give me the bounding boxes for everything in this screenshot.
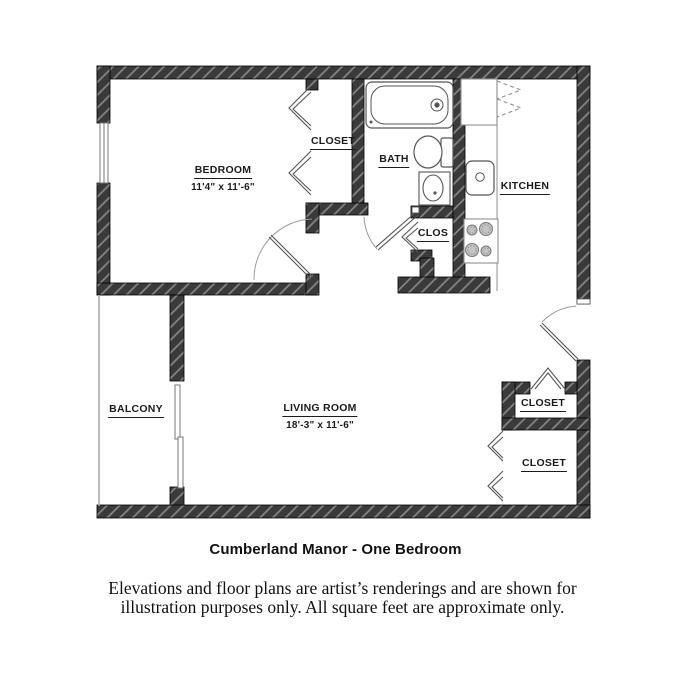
wall-closet-south-stub [306, 203, 319, 233]
balcony-label: BALCONY [108, 404, 164, 418]
plan-title: Cumberland Manor - One Bedroom [209, 541, 462, 558]
bath-door-hinge-cap [412, 207, 419, 213]
living-room-label [282, 403, 357, 431]
bath-sink-vanity [419, 172, 450, 205]
wall-bedroom-south [97, 283, 318, 295]
bedroom-closet-label: CLOSET [310, 136, 356, 150]
wall-left-lower [97, 183, 110, 295]
toilet [414, 136, 453, 168]
living-room-dimensions: 18'-3" x 11'-6" [286, 420, 354, 431]
bedroom-door [254, 219, 313, 280]
disclaimer [0, 579, 685, 617]
entry-door-arc [542, 306, 576, 322]
wall-balcony-upper [170, 295, 184, 381]
wall-right-upper [577, 66, 590, 304]
wall-top [97, 66, 590, 79]
wall-bottom [97, 505, 590, 518]
stove-4-burner [464, 219, 498, 263]
kitchen-sink [466, 161, 494, 195]
wall-entry-closet-stub [565, 382, 577, 394]
balcony-sliding-door [175, 385, 183, 488]
wall-right-lower [577, 360, 590, 518]
hall-closet-label: CLOS [417, 228, 449, 242]
wall-kitchen-south [398, 277, 490, 293]
living-room-name: LIVING ROOM [282, 403, 357, 417]
disclaimer-line-2: illustration purposes only. All square feet are approximate only. [120, 597, 565, 617]
entry-door-jamb-cap [577, 299, 590, 304]
living-room-closet-bifold-doors [488, 431, 503, 501]
bedroom-dimensions: 11'4" x 11'-6" [191, 182, 255, 193]
disclaimer-line-1: Elevations and floor plans are artist’s renderings and are shown for [108, 578, 577, 598]
entry-door [540, 306, 578, 361]
bath-label: BATH [378, 154, 409, 168]
wall-closet-north-stub [306, 79, 318, 90]
wall-balcony-lower [170, 487, 184, 505]
bedroom-label [191, 165, 255, 193]
bedroom-window [100, 123, 108, 183]
wall-entry-closet-south [502, 418, 590, 430]
bathtub [366, 82, 453, 128]
kitchen-label: KITCHEN [500, 181, 550, 195]
refrigerator [461, 79, 521, 125]
refrigerator-door-swing [497, 81, 521, 117]
bedroom-closet-bifold-doors [289, 86, 311, 195]
living-room-closet-label: CLOSET [521, 458, 567, 472]
wall-left-upper [97, 66, 110, 123]
entry-closet-bifold-door [531, 368, 565, 389]
bedroom-name: BEDROOM [194, 165, 253, 179]
bath-door-arc [364, 217, 377, 249]
walls [97, 66, 590, 518]
entry-closet-label: CLOSET [520, 398, 566, 412]
